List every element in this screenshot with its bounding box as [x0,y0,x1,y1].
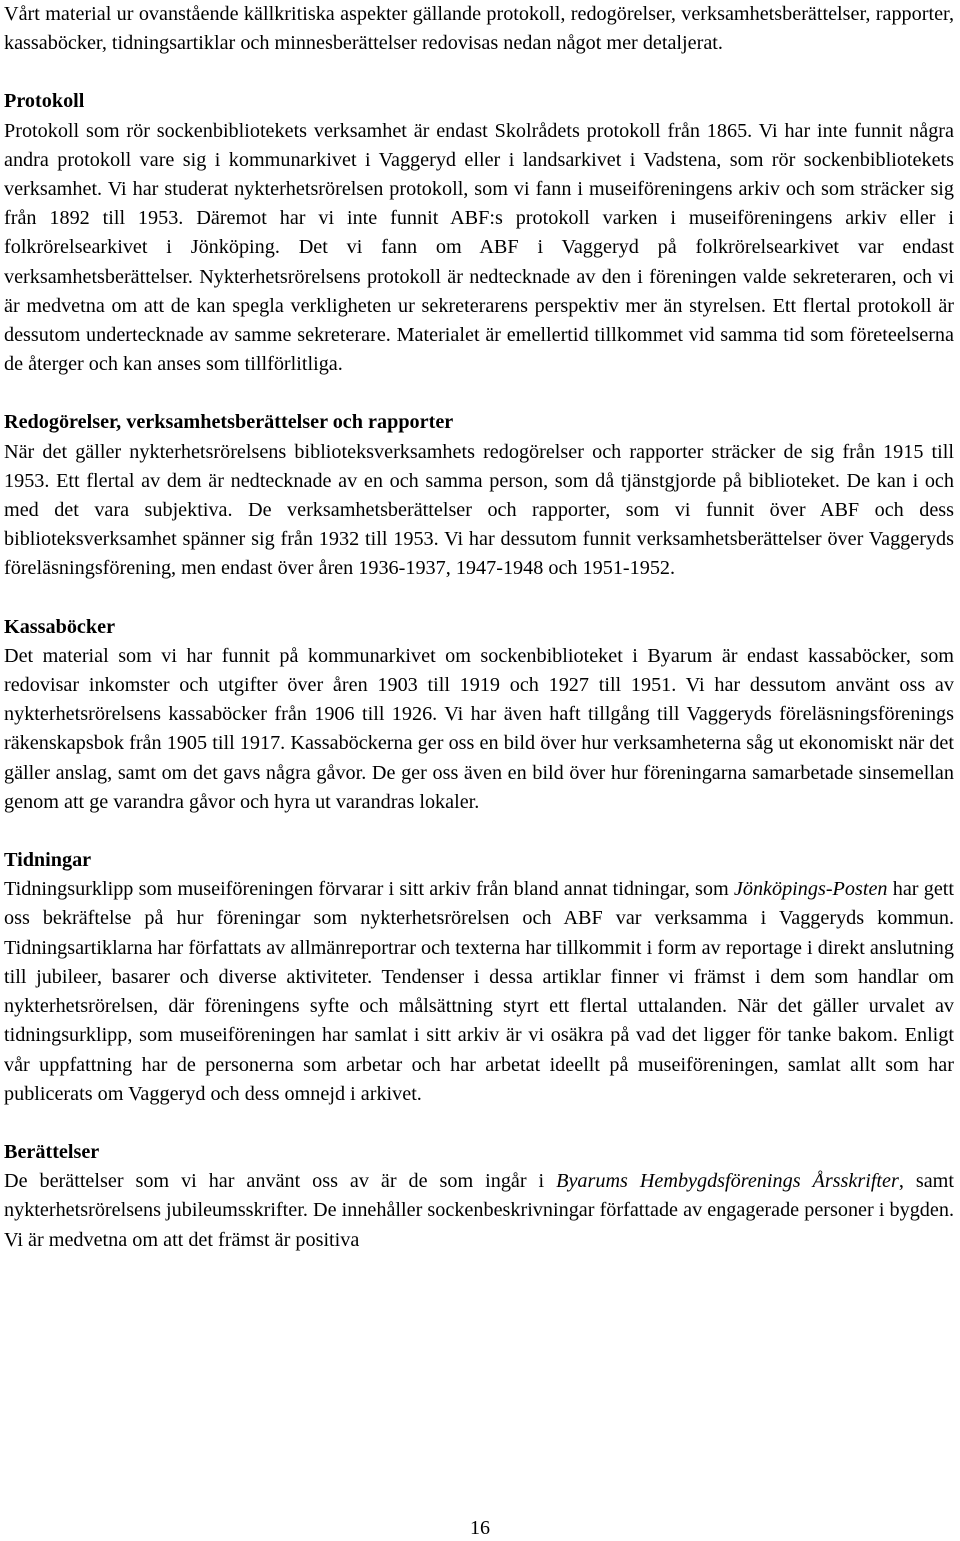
tidningar-text-end: har gett oss bekräftelse på hur föreningar som nykterhetsrörelsen och ABF var verksamma i Vaggeryds kommun. Tidningsartiklarna har författats av allmänreportrar och texterna har tillkommit i form av reportage i direkt anslutning till jubileer, basarer och diverse aktiviteter. Tendenser i dessa artiklar finner vi främst i dem som handlar om nykterhetsrörelsen, där föreningens syfte och målsättning styrt ett flertal uttalanden. När det gäller urvalet av tidningsurklipp, som museiföreningen har samlat i sitt arkiv är vi osäkra på vad det ligger för tanke bakom. Enligt vår uppfattning har de personerna som arbetar och har arbetat ideellt på museiföreningen, samlat allt som har publicerats om Vaggeryd och dess omnejd i arkivet. [4,878,954,1105]
paragraph-redogorelser: När det gäller nykterhetsrörelsens biblioteksverksamhets redogörelser och rapporter sträcker de sig från 1915 till 1953. Ett flertal av dem är nedtecknade av en och samma person, som då tjänstgjorde på biblioteket. De kan i och med det vara subjektiva. De verksamhetsberättelser och rapporter, som vi funnit över ABF och dess biblioteksverksamhet spänner sig från 1932 till 1953. Vi har dessutom funnit verksamhetsberättelser över Vaggeryds föreläsningsförening, men endast över åren 1936-1937, 1947-1948 och 1951-1952. [4,440,954,580]
heading-protokoll: Protokoll [4,90,85,113]
heading-redogorelser: Redogörelser, verksamhetsberättelser och rapporter [4,411,454,434]
heading-kassabocker: Kassaböcker [4,615,116,638]
section-redogorelser [4,408,954,583]
document-page [4,0,954,1255]
heading-tidningar: Tidningar [4,849,92,872]
tidningar-text-start: Tidningsurklipp som museiföreningen förvarar i sitt arkiv från bland annat tidningar, som [4,878,734,901]
section-berattelser [4,1138,954,1255]
paragraph-protokoll: Protokoll som rör sockenbibliotekets verksamhet är endast Skolrådets protokoll från 1865. Vi har inte funnit några andra protokoll vare sig i kommunarkivet i Vaggeryd eller i landsarkivet i Vadstena, som rör sockenbibliotekets verksamhet. Vi har studerat nykterhetsrörelsen protokoll, som vi fann i museiföreningens arkiv och som sträcker sig från 1892 till 1953. Däremot har vi inte funnit ABF:s protokoll varken i museiföreningens arkiv eller i folkrörelsearkivet i Jönköping. Det vi fann om ABF i Vaggeryd på folkrörelsearkivet var endast verksamhetsberättelser. Nykterhetsrörelsens protokoll är nedtecknade av den i föreningen valde sekreteraren, och vi är medvetna om att de kan spegla verkligheten ur sekreterarens perspektiv mer än styrelsen. Ett flertal protokoll är dessutom undertecknade av samme sekreterare. Materialet är emellertid tillkommet vid samma tid som företeelserna de återger och kan anses som tillförlitliga. [4,119,954,376]
section-protokoll [4,87,954,379]
paragraph-kassabocker: Det material som vi har funnit på kommunarkivet om sockenbiblioteket i Byarum är endast kassaböcker, som redovisar inkomster och utgifter över åren 1903 till 1919 och 1927 till 1951. Vi har dessutom använt oss av nykterhetsrörelsens kassaböcker från 1906 till 1926. Vi har även haft tillgång till Vaggeryds föreläsningsförenings räkenskapsbok från 1905 till 1917. Kassaböckerna ger oss en bild över hur verksamheterna såg ut ekonomiskt när det gäller anslag, samt om det gavs några gåvor. De ger oss även en bild över hur föreningarna samarbetade sinsemellan genom att ge varandra gåvor och hyra ut varandras lokaler. [4,644,954,813]
berattelser-text-end: , samt nykterhetsrörelsens jubileumsskrifter. De innehåller sockenbeskrivningar författade av engagerade personer i bygden. Vi är medvetna om att det främst är positiva [4,1170,954,1251]
heading-berattelser: Berättelser [4,1140,100,1163]
publication-title: Byarums Hembygdsförenings Årsskrifter [556,1170,899,1193]
section-tidningar [4,846,954,1109]
berattelser-text-start: De berättelser som vi har använt oss av är de som ingår i [4,1170,557,1193]
newspaper-title: Jönköpings-Posten [733,878,888,901]
paragraph-tidningar [4,875,954,1109]
section-kassabocker [4,613,954,817]
paragraph-berattelser [4,1167,954,1255]
intro-paragraph: Vårt material ur ovanstående källkritiska aspekter gällande protokoll, redogörelser, verksamhetsberättelser, rapporter, kassaböcker, tidningsartiklar och minnesberättelser redovisas nedan något mer detaljerat. [4,3,954,55]
page-number: 16 [470,1517,490,1539]
